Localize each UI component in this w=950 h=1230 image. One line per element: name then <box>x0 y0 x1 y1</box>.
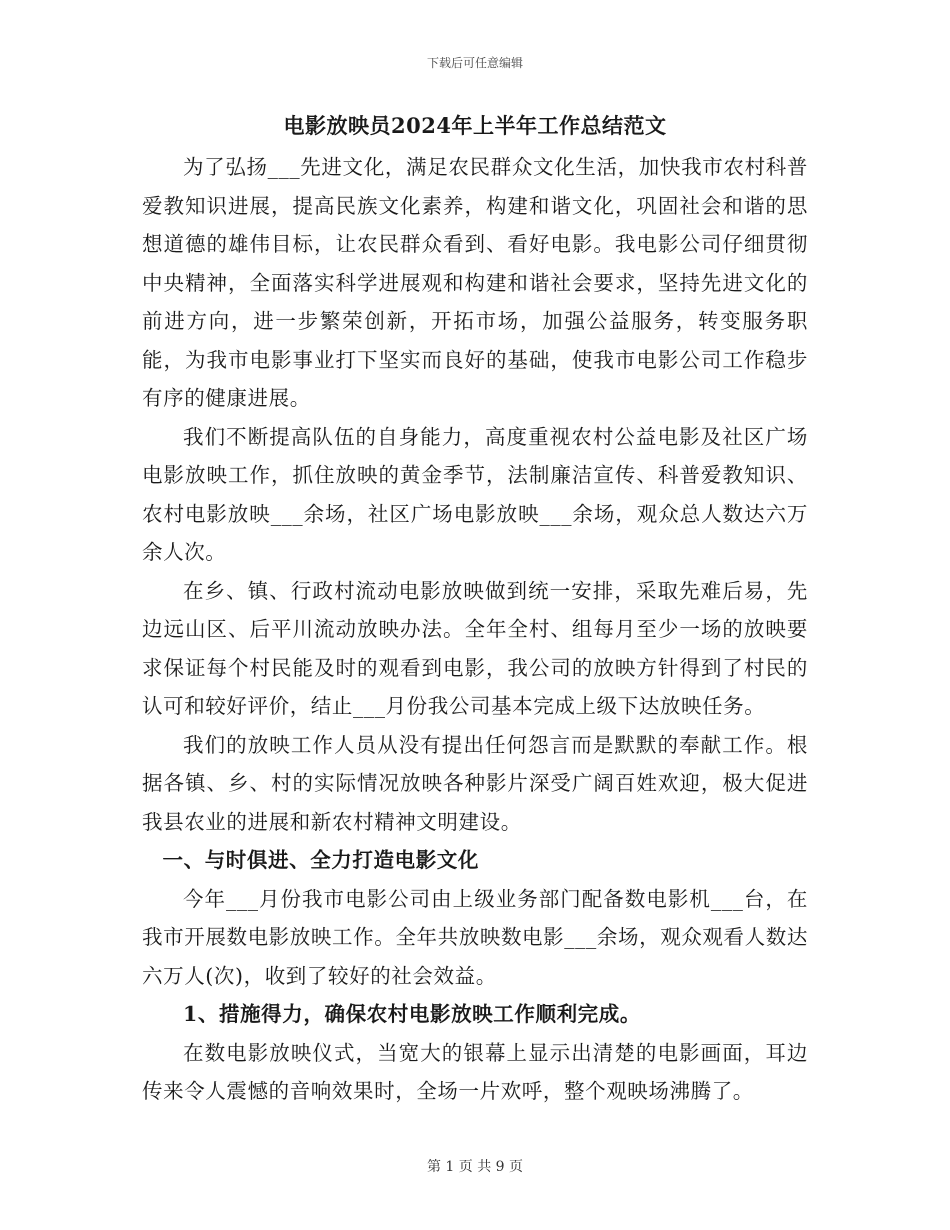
document-title: 电影放映员2024年上半年工作总结范文 <box>283 113 667 138</box>
subsection-1-paragraph: 在数电影放映仪式，当宽大的银幕上显示出清楚的电影画面，耳边传来令人震憾的音响效果时，全场一片欢呼，整个观映场沸腾了。 <box>142 1040 808 1103</box>
section-heading-1: 一、与时俱进、全力打造电影文化 <box>162 848 479 872</box>
paragraph-1: 为了弘扬___先进文化，满足农民群众文化生活，加快我市农村科普爱教知识进展，提高民族文化素养，构建和谐文化，巩固社会和谐的思想道德的雄伟目标，让农民群众看到、看好电影。我电影公司仔细贯彻中央精神，全面落实科学进展观和构建和谐社会要求，坚持先进文化的前进方向，进一步繁荣创新，开拓市场，加强公益服务，转变服务职能，为我市电影事业打下坚实而良好的基础，使我市电影公司工作稳步有序的健康进展。 <box>142 155 808 410</box>
paragraph-3: 在乡、镇、行政村流动电影放映做到统一安排，采取先难后易，先边远山区、后平川流动放映办法。全年全村、组每月至少一场的放映要求保证每个村民能及时的观看到电影，我公司的放映方针得到了村民的认可和较好评价，结止___月份我公司基本完成上级下达放映任务。 <box>142 578 808 718</box>
paragraph-2: 我们不断提高队伍的自身能力，高度重视农村公益电影及社区广场电影放映工作，抓住放映的黄金季节，法制廉洁宣传、科普爱教知识、农村电影放映___余场，社区广场电影放映___余场，观众总人数达六万余人次。 <box>142 424 808 564</box>
paragraph-4: 我们的放映工作人员从没有提出任何怨言而是默默的奉献工作。根据各镇、乡、村的实际情况放映各种影片深受广阔百姓欢迎，极大促进我县农业的进展和新农村精神文明建设。 <box>142 732 808 834</box>
section-1-paragraph: 今年___月份我市电影公司由上级业务部门配备数电影机___台，在我市开展数电影放映工作。全年共放映数电影___余场，观众观看人数达六万人(次)，收到了较好的社会效益。 <box>142 886 808 988</box>
page-footer: 第 1 页 共 9 页 <box>426 1159 524 1175</box>
header-note: 下载后可任意编辑 <box>426 56 523 70</box>
document-body <box>142 104 808 1111</box>
subsection-heading-1: 1、措施得力，确保农村电影放映工作顺利完成。 <box>183 1002 641 1026</box>
